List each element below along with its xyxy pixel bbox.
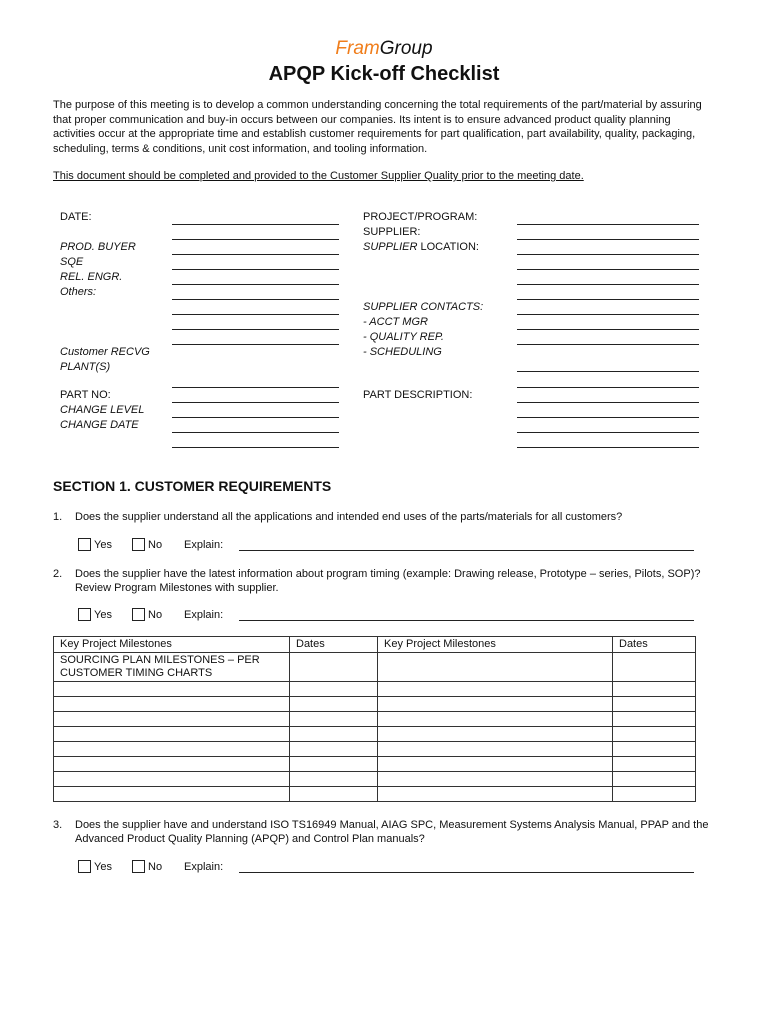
section-1-heading: SECTION 1. CUSTOMER REQUIREMENTS (53, 478, 332, 494)
part-description-label: PART DESCRIPTION: (363, 389, 473, 401)
table-cell[interactable] (378, 757, 613, 772)
table-cell[interactable] (290, 697, 378, 712)
table-cell[interactable] (378, 682, 613, 697)
brand-fram: Fram (335, 38, 380, 59)
page-title: APQP Kick-off Checklist (268, 63, 500, 85)
no-checkbox[interactable] (132, 538, 145, 551)
part-description-field[interactable] (517, 432, 699, 433)
table-cell[interactable] (378, 712, 613, 727)
table-row (54, 772, 696, 787)
question-2 (53, 567, 733, 595)
table-cell[interactable] (378, 653, 613, 682)
part-description-field[interactable] (517, 417, 699, 418)
change-date-field[interactable] (172, 432, 339, 433)
table-row (54, 712, 696, 727)
supplier-contacts-field[interactable] (517, 314, 699, 315)
part-description-field[interactable] (517, 387, 699, 388)
table-cell[interactable] (378, 772, 613, 787)
acct-mgr-label: - ACCT MGR (363, 316, 428, 328)
table-row (54, 742, 696, 757)
table-row (54, 697, 696, 712)
table-cell[interactable] (613, 712, 696, 727)
explain-field[interactable] (239, 550, 694, 551)
explain-label: Explain: (184, 861, 224, 873)
change-level-label: CHANGE LEVEL (60, 404, 145, 416)
question-text: Does the supplier have the latest information about program timing (example: Drawing release, Prototype – series, Pilots, SOP)? Review Program Milestones with supplier. (75, 568, 701, 594)
table-cell[interactable] (378, 727, 613, 742)
no-label: No (148, 609, 163, 621)
table-cell[interactable] (54, 727, 290, 742)
table-cell[interactable] (613, 727, 696, 742)
table-cell[interactable] (290, 712, 378, 727)
explain-label: Explain: (184, 539, 224, 551)
table-cell[interactable] (54, 772, 290, 787)
table-cell[interactable] (290, 653, 378, 682)
column-header: Key Project Milestones (378, 637, 613, 653)
prod-buyer-field[interactable] (172, 254, 339, 255)
date-label: DATE: (60, 211, 92, 223)
sqe-label: SQE (60, 256, 84, 268)
yes-checkbox[interactable] (78, 538, 91, 551)
table-cell[interactable] (290, 787, 378, 802)
change-date-label: CHANGE DATE (60, 419, 139, 431)
question-3 (53, 818, 733, 846)
field-line[interactable] (172, 447, 339, 448)
table-cell[interactable] (54, 742, 290, 757)
acct-mgr-field[interactable] (517, 329, 699, 330)
table-cell[interactable] (290, 727, 378, 742)
brand-group: Group (379, 38, 433, 59)
table-cell[interactable] (613, 742, 696, 757)
table-cell[interactable] (290, 682, 378, 697)
change-level-field[interactable] (172, 417, 339, 418)
supplier-field[interactable] (517, 239, 699, 240)
table-cell: SOURCING PLAN MILESTONES – PER CUSTOMER TIMING CHARTS (54, 653, 290, 682)
quality-rep-label: - QUALITY REP. (363, 331, 444, 343)
yes-label: Yes (94, 609, 112, 621)
date-field[interactable] (172, 224, 339, 225)
yes-checkbox[interactable] (78, 860, 91, 873)
supplier-contacts-label: SUPPLIER CONTACTS: (363, 301, 484, 313)
table-cell[interactable] (613, 697, 696, 712)
no-checkbox[interactable] (132, 860, 145, 873)
column-header: Key Project Milestones (54, 637, 290, 653)
table-cell[interactable] (54, 697, 290, 712)
rel-engr-field[interactable] (172, 284, 339, 285)
table-cell[interactable] (54, 757, 290, 772)
table-cell[interactable] (290, 772, 378, 787)
table-row (54, 757, 696, 772)
question-number: 3. (53, 819, 63, 831)
customer-recvg-label: Customer RECVG (60, 346, 150, 358)
table-cell[interactable] (290, 742, 378, 757)
others-field[interactable] (172, 314, 339, 315)
part-no-label: PART NO: (60, 389, 111, 401)
explain-label: Explain: (184, 609, 224, 621)
table-row (54, 682, 696, 697)
table-cell[interactable] (378, 742, 613, 757)
no-label: No (148, 539, 163, 551)
part-no-field[interactable] (172, 387, 339, 388)
no-checkbox[interactable] (132, 608, 145, 621)
quality-rep-field[interactable] (517, 344, 699, 345)
question-text: Does the supplier understand all the applications and intended end uses of the parts/materials for all customers? (75, 511, 623, 523)
column-header: Dates (290, 637, 378, 653)
scheduling-label: - SCHEDULING (363, 346, 442, 358)
rel-engr-label: REL. ENGR. (60, 271, 123, 283)
field-line[interactable] (517, 299, 699, 300)
table-row (54, 653, 696, 682)
part-description-field[interactable] (517, 447, 699, 448)
table-row (54, 787, 696, 802)
table-cell[interactable] (613, 772, 696, 787)
explain-field[interactable] (239, 620, 694, 621)
project-program-field[interactable] (517, 224, 699, 225)
others-field[interactable] (172, 329, 339, 330)
yes-label: Yes (94, 861, 112, 873)
field-line[interactable] (172, 239, 339, 240)
others-field[interactable] (172, 344, 339, 345)
table-cell[interactable] (378, 787, 613, 802)
question-text: Does the supplier have and understand ISO TS16949 Manual, AIAG SPC, Measurement Systems Analysis Manual, PPAP and the Advanced Product Quality Planning (APQP) and Control Plan manuals? (75, 819, 709, 845)
supplier-location-field[interactable] (517, 254, 699, 255)
table-cell[interactable] (613, 757, 696, 772)
sqe-field[interactable] (172, 269, 339, 270)
supplier-location-field[interactable] (517, 284, 699, 285)
table-cell[interactable] (378, 697, 613, 712)
intro-paragraph: The purpose of this meeting is to develop a common understanding concerning the total requirements of the part/material by assuring that proper communication and buy-in occurs between our companies. Its intent is to ensure advanced product quality planning activities occur at the appropriate time and establish customer requirements for part qualification, part availability, quality, packaging, scheduling, terms & conditions, unit cost information, and tooling information. (53, 99, 702, 155)
table-header-row (54, 637, 696, 653)
milestones-table (53, 636, 696, 802)
table-row (54, 727, 696, 742)
yes-checkbox[interactable] (78, 608, 91, 621)
table-cell[interactable] (290, 757, 378, 772)
question-1 (53, 510, 733, 524)
completion-note: This document should be completed and provided to the Customer Supplier Quality prior to the meeting date. (53, 170, 584, 182)
question-number: 2. (53, 568, 63, 580)
brand-logo (0, 38, 768, 60)
table-cell[interactable] (613, 682, 696, 697)
part-description-field[interactable] (517, 402, 699, 403)
scheduling-field[interactable] (517, 371, 699, 372)
plants-label: PLANT(S) (60, 361, 111, 373)
table-cell[interactable] (613, 653, 696, 682)
project-program-label: PROJECT/PROGRAM: (363, 211, 478, 223)
supplier-location-label: SUPPLIER LOCATION: (363, 241, 479, 253)
prod-buyer-label: PROD. BUYER (60, 241, 136, 253)
question-number: 1. (53, 511, 63, 523)
no-label: No (148, 861, 163, 873)
column-header: Dates (613, 637, 696, 653)
others-field[interactable] (172, 299, 339, 300)
yes-label: Yes (94, 539, 112, 551)
table-cell[interactable] (54, 682, 290, 697)
table-cell[interactable] (54, 787, 290, 802)
others-label: Others: (60, 286, 97, 298)
supplier-label: SUPPLIER: (363, 226, 421, 238)
table-cell[interactable] (613, 787, 696, 802)
explain-field[interactable] (239, 872, 694, 873)
supplier-location-field[interactable] (517, 269, 699, 270)
table-cell[interactable] (54, 712, 290, 727)
part-no-field[interactable] (172, 402, 339, 403)
